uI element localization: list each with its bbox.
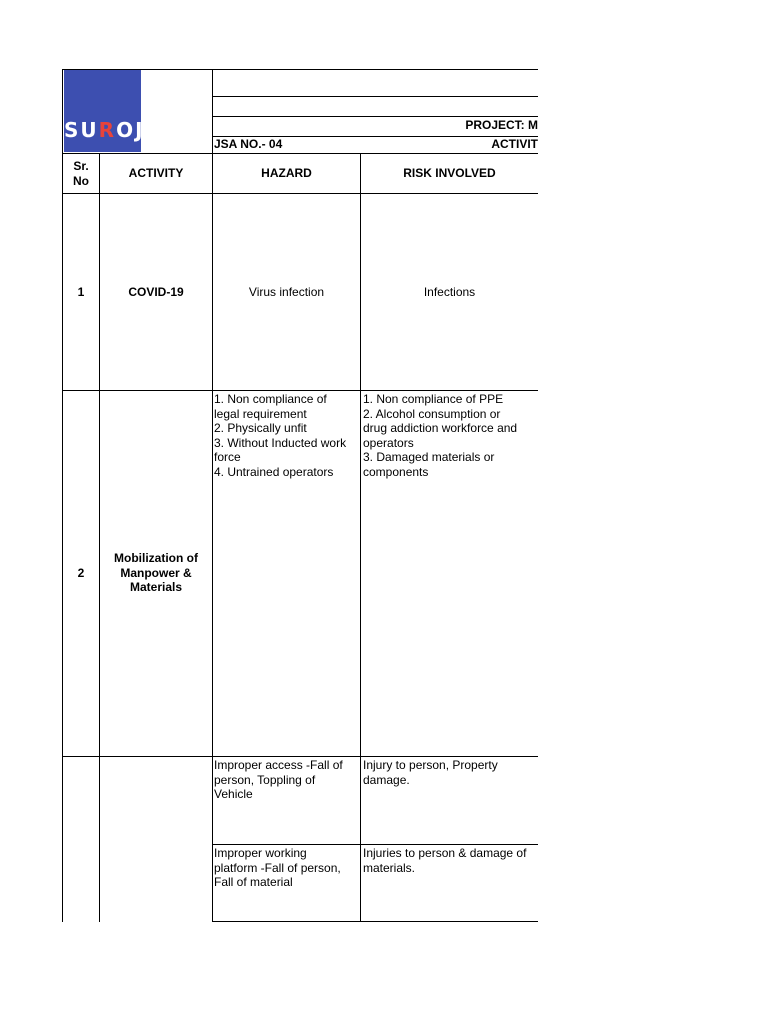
row-3-hazard-2: Improper working platform -Fall of person, Fall of material xyxy=(214,846,341,889)
row-3-hazard-1: Improper access -Fall of person, Toppling of Vehicle xyxy=(214,758,343,801)
column-header-activity: ACTIVITY xyxy=(128,166,184,180)
activity-title-label: ACTIVIT xyxy=(491,137,538,151)
project-label: PROJECT: M xyxy=(465,118,538,132)
grid-line xyxy=(212,921,538,922)
row-1-risk: Infections xyxy=(423,285,476,299)
jsa-number: JSA NO.- 04 xyxy=(214,137,283,151)
column-header-hazard: HAZARD xyxy=(261,166,312,180)
column-header-sr-no: Sr. No xyxy=(73,159,89,188)
suroj-logo xyxy=(64,70,145,152)
row-2-sr: 2 xyxy=(77,566,85,580)
grid-line xyxy=(360,153,361,922)
grid-line xyxy=(62,193,538,194)
grid-line xyxy=(62,153,538,154)
grid-line xyxy=(212,96,538,97)
logo-text: SUROJ xyxy=(64,118,145,142)
row-2-risk: 1. Non compliance of PPE 2. Alcohol consumption or drug addiction workforce and operators 3. Damaged materials or components xyxy=(363,392,518,479)
grid-line xyxy=(62,69,63,922)
grid-line xyxy=(62,390,538,391)
grid-line xyxy=(212,844,538,845)
row-2-activity: Mobilization of Manpower & Materials xyxy=(114,551,198,594)
row-3-risk-2: Injuries to person & damage of materials. xyxy=(363,846,527,875)
grid-line xyxy=(212,69,213,922)
column-header-risk: RISK INVOLVED xyxy=(403,166,496,180)
grid-line xyxy=(62,756,538,757)
grid-line xyxy=(212,116,538,117)
row-1-sr: 1 xyxy=(77,285,85,299)
grid-line xyxy=(62,69,538,70)
row-2-hazard: 1. Non compliance of legal requirement 2. Physically unfit 3. Without Inducted work force 4. Untrained operators xyxy=(214,392,347,479)
row-1-hazard: Virus infection xyxy=(248,285,325,299)
row-1-activity: COVID-19 xyxy=(128,285,184,299)
grid-line xyxy=(99,153,100,922)
row-3-risk-1: Injury to person, Property damage. xyxy=(363,758,498,787)
